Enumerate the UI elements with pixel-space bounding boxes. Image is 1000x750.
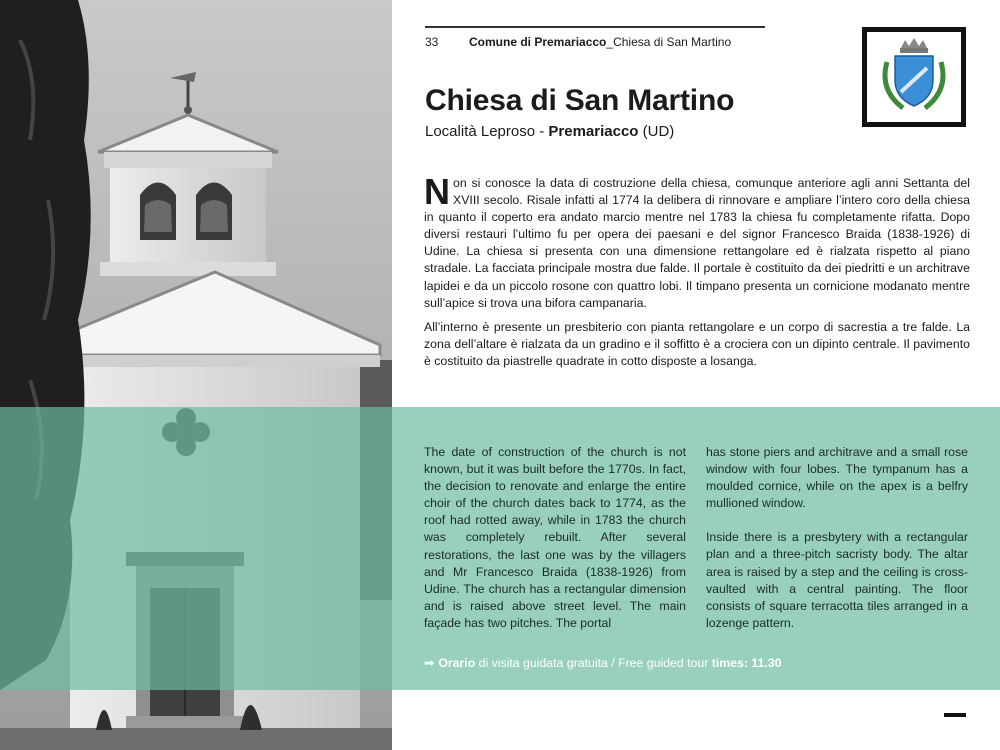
subtitle-town: Premariacco <box>548 123 639 140</box>
subtitle-province: (UD) <box>638 123 675 140</box>
coat-of-arms-icon <box>862 27 966 127</box>
running-header <box>425 35 731 49</box>
subtitle <box>425 123 674 140</box>
italian-text <box>424 171 970 370</box>
end-mark <box>944 713 966 717</box>
drop-cap: N <box>424 171 450 212</box>
page-number: 33 <box>425 35 439 49</box>
tour-text: di visita guidata gratuita / Free guided tour <box>475 656 712 670</box>
english-paragraph-1: The date of construction of the church is not known, but it was built before the 1770s. In fact, the decision to renovate and enlarge the entire choir of the church dates back to 1774, as the roof had rotted away, while in 1783 the church was completely rebuilt. After several restorations, the last one was by the villagers and Mr Francesco Braida (1838-1926) from Udine. The church has a rectangular dimension and is raised above street level. The main façade has two pitches. The portal <box>424 445 686 630</box>
italian-paragraph-1: Non si conosce la data di costruzione della chiesa, comunque anteriore agli anni Settanta del XVIII secolo. Risale infatti al 1774 la delibera di rinnovare e ampliare l’intero coro della chiesa in quanto il coperto era andato marcio mentre nel 1783 la chiesa fu completamente rifatta. Dopo diversi restauri l’ultimo fu per opera dei paesani e del signor Francesco Braida (1838-1926) di Udine. La chiesa si presenta con una dimensione rettangolare ed è rialzata rispetto al piano stradale. La facciata principale mostra due falde. Il portale è costituito da dei piedritti e un architrave lapidei e da un piccolo rosone con quattro lobi. Il timpano presenta un cornicione modanato mentre sull’apice si trova una bifora campanaria. <box>424 171 970 310</box>
header-separator: _ <box>606 35 614 49</box>
tour-times-label: times <box>711 656 744 670</box>
english-column-2 <box>706 444 968 632</box>
header-church: Chiesa di San Martino <box>613 35 732 49</box>
arrow-right-icon: ➡ <box>424 656 435 670</box>
subtitle-locality: Località Leproso - <box>425 123 549 140</box>
english-column-1 <box>424 444 686 632</box>
italian-paragraph-2: All’interno è presente un presbiterio con pianta rettangolare e un corpo di sacrestia a tre falde. La zona dell’altare è rialzata da un gradino e il soffitto è a crociera con un dipinto centrale. Il pavimento è costituito da piastrelle quadrate in cotto disposte a losanga. <box>424 319 970 368</box>
header-rule <box>425 26 765 28</box>
english-paragraph-2: has stone piers and architrave and a small rose window with four lobes. The tympanum has a moulded cornice, while on the apex is a belfry mullioned window. <box>706 445 968 511</box>
header-municipality: Comune di Premariacco <box>469 35 607 49</box>
english-paragraph-3: Inside there is a presbytery with a rectangular plan and a three-pitch sacristy body. The altar area is raised by a step and the ceiling is cross-vaulted with a central painting. The floor consists of square terracotta tiles arranged in a lozenge pattern. <box>706 530 968 630</box>
tour-label: Orario <box>438 656 476 670</box>
page-title: Chiesa di San Martino <box>425 84 735 117</box>
guided-tour-info <box>424 656 781 670</box>
tour-time: : 11.30 <box>743 656 782 670</box>
